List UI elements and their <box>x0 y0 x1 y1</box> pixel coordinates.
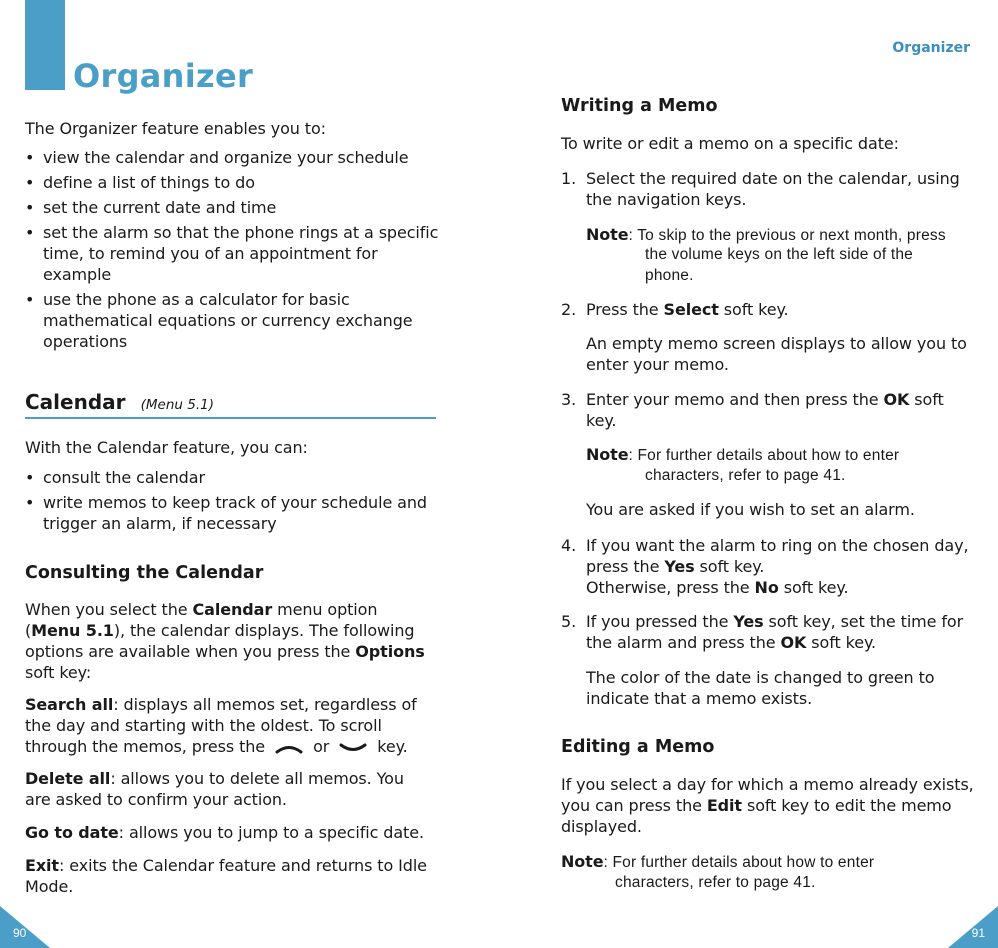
intro-bullet-line: • view the calendar and organize your schedule <box>43 147 408 168</box>
search-all-line-3: through the memos, press the or key. <box>25 737 408 756</box>
note-1-line-2: the volume keys on the left side of the <box>645 246 914 263</box>
calendar-menu-ref: (Menu 5.1) <box>140 397 214 413</box>
consulting-line-2: (Menu 5.1), the calendar displays. The following <box>25 621 415 640</box>
step-5-para-line-2: indicate that a memo exists. <box>586 689 813 708</box>
heading-rule <box>25 417 436 419</box>
note-edit-line-2: characters, refer to page 41. <box>615 874 816 891</box>
step-4-number: 4. <box>561 536 577 555</box>
up-key-icon <box>274 741 304 755</box>
step-4-line-1: If you want the alarm to ring on the chosen day, <box>586 536 969 555</box>
note-edit-line-1: Note: For further details about how to enter <box>561 852 875 871</box>
consulting-line-3: options are available when you press the Options <box>25 642 425 661</box>
running-header: Organizer <box>892 40 970 56</box>
step-3-para: You are asked if you wish to set an alarm. <box>586 500 915 519</box>
calendar-bullet-line: • consult the calendar <box>43 467 205 488</box>
intro-bullet-line: • set the current date and time <box>43 197 276 218</box>
writing-intro: To write or edit a memo on a specific date: <box>561 134 899 153</box>
intro-bullet-line: mathematical equations or currency exchange <box>43 311 413 330</box>
editing-line-1: If you select a day for which a memo already exists, <box>561 775 974 794</box>
exit-line-1: Exit: exits the Calendar feature and returns to Idle <box>25 856 427 875</box>
consulting-line-1: When you select the Calendar menu option <box>25 600 378 619</box>
step-5-para-line-1: The color of the date is changed to green to <box>586 668 935 687</box>
page-number-left: 90 <box>13 926 27 940</box>
calendar-bullet-line: • write memos to keep track of your schedule and <box>43 492 427 513</box>
editing-line-3: displayed. <box>561 817 642 836</box>
step-1-number: 1. <box>561 169 577 188</box>
editing-memo-heading: Editing a Memo <box>561 737 715 757</box>
consulting-heading: Consulting the Calendar <box>25 563 264 583</box>
exit-line-2: Mode. <box>25 877 74 896</box>
delete-all-line-2: are asked to confirm your action. <box>25 790 287 809</box>
intro-text: The Organizer feature enables you to: <box>25 119 326 138</box>
calendar-heading-text: Calendar <box>25 390 126 414</box>
step-3-line-1: Enter your memo and then press the OK soft <box>586 390 944 409</box>
intro-bullet-line: • use the phone as a calculator for basic <box>43 289 350 310</box>
page-number-right: 91 <box>971 926 985 940</box>
step-2-line: Press the Select soft key. <box>586 300 789 319</box>
note-3-line-2: characters, refer to page 41. <box>645 467 846 484</box>
writing-memo-heading: Writing a Memo <box>561 96 718 116</box>
step-4-line-2: press the Yes soft key. <box>586 557 765 576</box>
note-3-line-1: Note: For further details about how to enter <box>586 445 900 464</box>
intro-bullet-line: • set the alarm so that the phone rings at a specific <box>43 222 438 243</box>
step-2-para-line-1: An empty memo screen displays to allow you to <box>586 334 967 353</box>
calendar-bullet-line: trigger an alarm, if necessary <box>43 514 277 533</box>
step-5-number: 5. <box>561 612 577 631</box>
note-1-line-1: Note: To skip to the previous or next month, press <box>586 225 946 244</box>
step-5-line-2: the alarm and press the OK soft key. <box>586 633 877 652</box>
step-1-line-1: Select the required date on the calendar, using <box>586 169 960 188</box>
chapter-tab <box>25 0 65 90</box>
step-2-para-line-2: enter your memo. <box>586 355 729 374</box>
editing-line-2: you can press the Edit soft key to edit the memo <box>561 796 952 815</box>
chapter-title: Organizer <box>73 57 254 95</box>
down-key-icon <box>338 741 368 755</box>
search-all-line-2: the day and starting with the oldest. To scroll <box>25 716 382 735</box>
step-4-line-3: Otherwise, press the No soft key. <box>586 578 849 597</box>
step-2-number: 2. <box>561 300 577 319</box>
step-1-line-2: the navigation keys. <box>586 190 747 209</box>
step-5-line-1: If you pressed the Yes soft key, set the time for <box>586 612 964 631</box>
intro-bullet-line: operations <box>43 332 128 351</box>
step-3-line-2: key. <box>586 411 617 430</box>
note-1-line-3: phone. <box>645 267 694 284</box>
go-to-date-line: Go to date: allows you to jump to a specific date. <box>25 823 424 842</box>
consulting-line-4: soft key: <box>25 663 92 682</box>
calendar-heading <box>25 390 214 414</box>
delete-all-line-1: Delete all: allows you to delete all memos. You <box>25 769 404 788</box>
step-3-number: 3. <box>561 390 577 409</box>
intro-bullet-line: • define a list of things to do <box>43 172 255 193</box>
intro-bullet-line: time, to remind you of an appointment for <box>43 244 378 263</box>
intro-bullet-line: example <box>43 265 112 284</box>
search-all-line-1: Search all: displays all memos set, regardless of <box>25 695 417 714</box>
calendar-intro: With the Calendar feature, you can: <box>25 438 308 457</box>
